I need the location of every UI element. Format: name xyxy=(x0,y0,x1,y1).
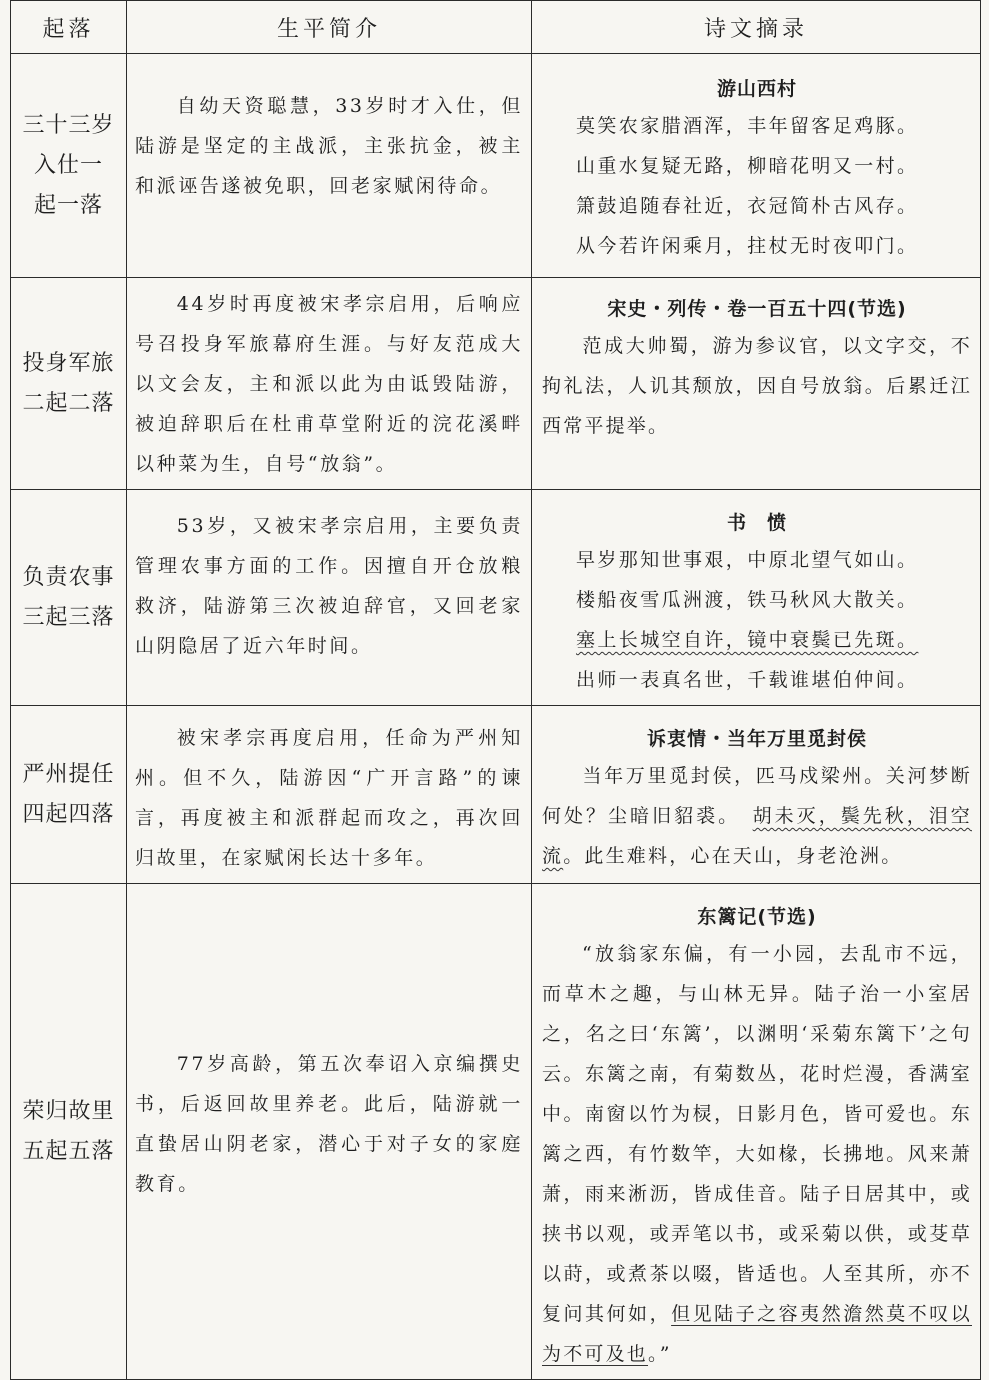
poem-title: 游山西村 xyxy=(716,78,797,100)
stage-cell xyxy=(11,278,127,490)
poem-title: 书 愤 xyxy=(726,512,787,534)
stage-line: 三起三落 xyxy=(22,604,115,630)
bio-text: 53岁，又被宋孝宗启用，主要负责管理农事方面的工作。因擅自开仓放粮救济，陆游第三次被迫辞官，又回老家山阴隐居了近六年时间。 xyxy=(135,515,523,657)
poem-line: 楼船夜雪瓜洲渡，铁马秋风大散关。 xyxy=(576,589,919,611)
stage-line: 入仕一 xyxy=(33,152,103,178)
poem-line: 从今若许闲乘月，拄杖无时夜叩门。 xyxy=(576,235,919,257)
table-header-row xyxy=(11,1,981,54)
stage-cell xyxy=(11,706,127,884)
poem-title: 诉衷情・当年万里觅封侯 xyxy=(646,728,867,750)
poem-cell xyxy=(532,884,981,1380)
stage-cell xyxy=(11,884,127,1380)
stage-line: 二起二落 xyxy=(22,390,115,416)
poem-line: 早岁那知世事艰，中原北望气如山。 xyxy=(576,549,919,571)
bio-cell xyxy=(127,278,532,490)
stage-line: 五起五落 xyxy=(22,1138,115,1164)
bio-cell xyxy=(127,884,532,1380)
table-row xyxy=(11,278,981,490)
bio-text: 自幼天资聪慧，33岁时才入仕，但陆游是坚定的主战派，主张抗金，被主和派诬告遂被免职，回老家赋闲待命。 xyxy=(135,95,523,197)
lu-you-career-table xyxy=(10,0,981,1380)
stage-line: 三十三岁 xyxy=(22,112,115,138)
poem-line: 出师一表真名世，千载谁堪伯仲间。 xyxy=(576,669,919,691)
poem-text-pre: 当年万里觅封侯，匹马戍梁州。关河梦断何处？尘暗旧貂裘。 xyxy=(542,765,972,827)
table-row xyxy=(11,54,981,278)
stage-line: 起一落 xyxy=(33,192,103,218)
poem-line: 箫鼓追随春社近，衣冠简朴古风存。 xyxy=(576,195,919,217)
bio-cell xyxy=(127,54,532,278)
table-row xyxy=(11,490,981,706)
poem-text-underlined: 但见陆子之容夷然澹然莫不叹以为不可及也 xyxy=(542,1303,972,1365)
poem-cell xyxy=(532,490,981,706)
poem-line-marked: 塞上长城空自许，镜中衰鬓已先斑。 xyxy=(576,629,919,651)
header-poem: 诗文摘录 xyxy=(532,1,981,54)
poem-text-post: 。此生难料，心在天山，身老沧洲。 xyxy=(563,845,903,867)
bio-cell xyxy=(127,706,532,884)
poem-line: 山重水复疑无路，柳暗花明又一村。 xyxy=(576,155,919,177)
stage-line: 投身军旅 xyxy=(22,350,115,376)
poem-cell xyxy=(532,54,981,278)
poem-line: 莫笑农家腊酒浑，丰年留客足鸡豚。 xyxy=(576,115,919,137)
poem-cell xyxy=(532,706,981,884)
poem-prose xyxy=(542,934,972,1374)
table-row xyxy=(11,706,981,884)
stage-line: 负责农事 xyxy=(22,564,115,590)
biography-table-sheet xyxy=(10,0,980,1372)
poem-cell xyxy=(532,278,981,490)
stage-cell xyxy=(11,490,127,706)
poem-prose xyxy=(542,756,972,876)
bio-cell xyxy=(127,490,532,706)
poem-text-marked: 胡未灭，鬓先秋，泪空流 xyxy=(542,805,972,867)
stage-line: 四起四落 xyxy=(22,801,115,827)
poem-title: 宋史・列传・卷一百五十四(节选) xyxy=(607,298,907,320)
header-bio: 生平简介 xyxy=(127,1,532,54)
bio-text: 77岁高龄，第五次奉诏入京编撰史书，后返回故里养老。此后，陆游就一直蛰居山阴老家，潜心于对子女的家庭教育。 xyxy=(135,1052,523,1195)
header-stage: 起落 xyxy=(11,1,127,54)
poem-title: 东篱记(节选) xyxy=(697,906,817,928)
bio-text: 44岁时再度被宋孝宗启用，后响应号召投身军旅幕府生涯。与好友范成大以文会友，主和派以此为由诋毁陆游，被迫辞职后在杜甫草堂附近的浣花溪畔以种菜为生，自号“放翁”。 xyxy=(135,293,523,475)
poem-prose xyxy=(542,326,972,446)
table-row xyxy=(11,884,981,1380)
stage-cell xyxy=(11,54,127,278)
stage-line: 严州提任 xyxy=(22,761,115,787)
poem-text-pre: “放翁家东偏，有一小园，去乱市不远，而草木之趣，与山林无异。陆子治一小室居之，名之曰‘东篱’，以渊明‘采菊东篱下’之句云。东篱之南，有菊数丛，花时烂漫，香满室中。南窗以竹为棂，日影月色，皆可爱也。东篱之西，有竹数竿，大如椽，长拂地。风来萧萧，雨来淅沥，皆成佳音。陆子日居其中，或挟书以观，或弄笔以书，或采菊以供，或芟草以莳，或煮茶以啜，皆适也。人至其所，亦不复问其何如， xyxy=(542,943,972,1325)
bio-text: 被宋孝宗再度启用，任命为严州知州。但不久，陆游因“广开言路”的谏言，再度被主和派群起而攻之，再次回归故里，在家赋闲长达十多年。 xyxy=(135,727,523,869)
poem-text-post: 。” xyxy=(648,1343,672,1365)
poem-prose-text: 范成大帅蜀，游为参议官，以文字交，不拘礼法，人讥其颓放，因自号放翁。后累迁江西常平提举。 xyxy=(542,335,972,437)
stage-line: 荣归故里 xyxy=(22,1098,115,1124)
